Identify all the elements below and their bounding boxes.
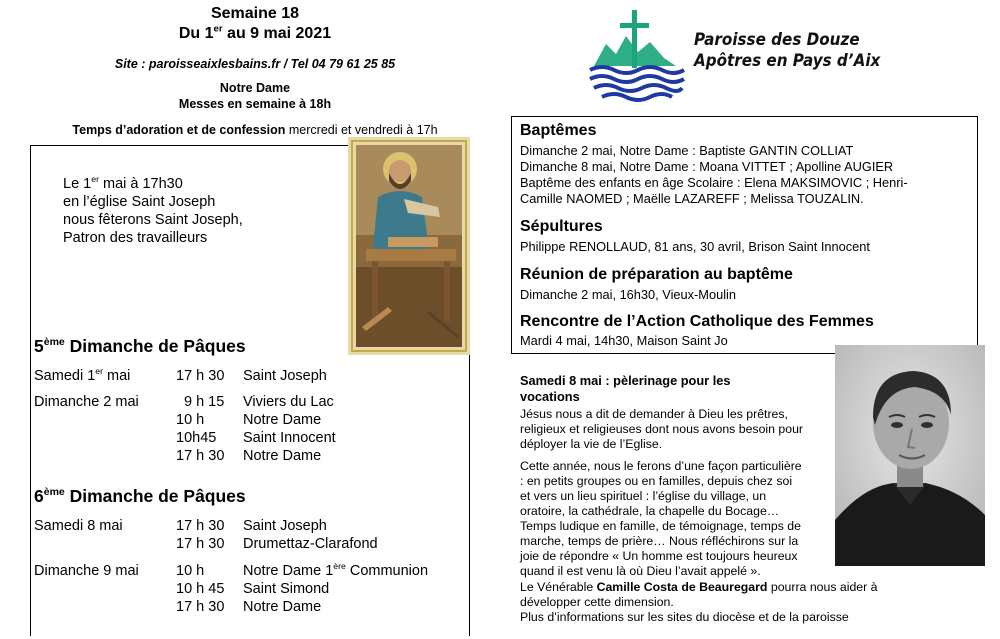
sunday6-title-text: Dimanche de Pâques — [64, 486, 246, 506]
baptemes-title: Baptêmes — [520, 122, 597, 139]
parish-name-line2: Apôtres en Pays d’Aix — [694, 51, 881, 70]
weekday-masses: Messes en semaine à 18h — [178, 97, 332, 111]
pilgrimage-text: religieux et religieuses dont nous avons besoin pour — [520, 422, 804, 436]
sunday6-sup: ème — [43, 486, 65, 499]
adoration-line — [0, 122, 510, 138]
sunday6-mass-place: Notre Dame — [243, 599, 322, 615]
adoration-times: mercredi et vendredi à 17h — [285, 123, 438, 137]
week-title: Semaine 18 — [210, 5, 300, 22]
sunday5-sunday-day: Dimanche 2 mai — [34, 394, 139, 410]
sunday6-sunday-day: Dimanche 9 mai — [34, 563, 139, 579]
sunday6-first-communion-place — [243, 563, 428, 579]
joseph-line4: Patron des travailleurs — [63, 230, 208, 246]
joseph-line1-pre: Le 1 — [63, 176, 92, 192]
pilgrimage-text: joie de répondre « Un homme est toujours heureux — [520, 549, 798, 563]
first-communion-pre: Notre Dame 1 — [243, 563, 334, 579]
parish-logo-icon — [586, 8, 686, 103]
pilgrimage-text: : en petits groupes ou en familles, depuis chez soi — [520, 474, 793, 488]
pilgrimage-text: Temps ludique en famille, de témoignage, temps de — [520, 519, 801, 533]
saint-joseph-image — [348, 137, 470, 355]
sunday6-num: 6 — [34, 486, 44, 506]
joseph-line1-sup: er — [91, 174, 99, 185]
bapteme-line: Camille NAOMED ; Maëlle LAZAREFF ; Melissa TOUZALIN. — [520, 191, 864, 206]
sunday5-num: 5 — [34, 336, 44, 356]
sunday5-saturday-place: Saint Joseph — [243, 368, 327, 384]
sunday6-mass-time: 10 h 45 — [176, 581, 225, 597]
dates-sup: er — [213, 23, 223, 35]
pilgrimage-text: et vers un lieu spirituel : l’église du village, un — [520, 489, 767, 503]
saint-joseph-note — [63, 175, 243, 247]
sunday6-saturday-time: 17 h 30 — [176, 536, 225, 552]
first-communion-sup: ère — [333, 561, 346, 572]
sunday6-saturday-day: Samedi 8 mai — [34, 518, 123, 534]
rencontre-line: Mardi 4 mai, 14h30, Maison Saint Jo — [520, 333, 728, 348]
reunion-line: Dimanche 2 mai, 16h30, Vieux-Moulin — [520, 287, 737, 302]
sunday5-saturday-day — [34, 368, 130, 384]
sunday6-title — [34, 486, 246, 507]
bapteme-line: Dimanche 2 mai, Notre Dame : Baptiste GANTIN COLLIAT — [520, 143, 854, 158]
sunday5-sup: ème — [43, 336, 65, 349]
venerable-line — [520, 580, 878, 594]
joseph-line3: nous fêterons Saint Joseph, — [63, 212, 243, 228]
sunday6-saturday-place: Drumettaz-Clarafond — [243, 536, 378, 552]
bapteme-line: Dimanche 8 mai, Notre Dame : Moana VITTET ; Apolline AUGIER — [520, 159, 894, 174]
sunday5-title-text: Dimanche de Pâques — [64, 336, 246, 356]
sunday5-saturday-time: 17 h 30 — [176, 368, 225, 384]
joseph-line1 — [63, 175, 243, 193]
dates-pre: Du 1 — [178, 25, 214, 42]
rencontre-title: Rencontre de l’Action Catholique des Femmes — [520, 313, 874, 330]
parish-name — [694, 29, 880, 71]
sunday5-mass-time: 10 h — [176, 412, 205, 428]
pilgrimage-text: déployer la vie de l’Eglise. — [520, 437, 663, 451]
venerable-post: pourra nous aider à — [767, 580, 878, 594]
first-communion-post: Communion — [345, 563, 429, 579]
bulletin-header — [0, 4, 510, 138]
sunday6-mass-place: Saint Simond — [243, 581, 330, 597]
sat5-post: mai — [103, 368, 131, 384]
sunday6-mass-time: 17 h 30 — [176, 599, 225, 615]
bapteme-line: Baptême des enfants en âge Scolaire : Elena MAKSIMOVIC ; Henri- — [520, 175, 908, 190]
reunion-title: Réunion de préparation au baptême — [520, 266, 793, 283]
pilgrimage-title-line2: vocations — [520, 389, 580, 404]
sunday5-mass-place: Notre Dame — [243, 412, 322, 428]
sunday5-mass-time: 17 h 30 — [176, 448, 225, 464]
adoration-label: Temps d’adoration et de confession — [72, 123, 286, 137]
sepultures-title: Sépultures — [520, 218, 603, 235]
parish-name-line1: Paroisse des Douze — [694, 30, 860, 49]
sat5-pre: Samedi 1 — [34, 368, 96, 384]
venerable-pre: Le Vénérable — [520, 580, 597, 594]
sunday5-mass-place: Viviers du Lac — [243, 394, 334, 410]
sepulture-line: Philippe RENOLLAUD, 81 ans, 30 avril, Brison Saint Innocent — [520, 239, 870, 254]
pilgrimage-title-line1: Samedi 8 mai : pèlerinage pour les — [520, 373, 731, 388]
sunday5-mass-place: Saint Innocent — [243, 430, 336, 446]
pilgrimage-text: développer cette dimension. — [520, 595, 674, 609]
dates-post: au 9 mai 2021 — [222, 25, 332, 42]
sunday6-saturday-place: Saint Joseph — [243, 518, 327, 534]
sunday5-mass-time: 10h45 — [176, 430, 217, 446]
sat5-sup: er — [95, 366, 103, 377]
sunday6-saturday-time: 17 h 30 — [176, 518, 225, 534]
site-and-phone: Site : paroisseaixlesbains.fr / Tel 04 79 61 25 85 — [114, 57, 396, 71]
pilgrimage-text: Jésus nous a dit de demander à Dieu les prêtres, — [520, 407, 788, 421]
week-dates — [0, 24, 510, 44]
sunday5-title — [34, 336, 246, 357]
priest-portrait-image — [835, 345, 985, 566]
sunday6-mass-time: 10 h — [176, 563, 205, 579]
pilgrimage-more-info: Plus d’informations sur les sites du diocèse et de la paroisse — [520, 610, 849, 624]
venerable-name: Camille Costa de Beauregard — [596, 580, 768, 594]
sunday5-mass-time: 9 h 15 — [184, 394, 225, 410]
pilgrimage-text: marche, temps de prière… Nous réfléchirons sur la — [520, 534, 799, 548]
pilgrimage-text: oratoire, la cathédrale, la chapelle du Bocage… — [520, 504, 780, 518]
church-name: Notre Dame — [219, 81, 291, 95]
pilgrimage-text: quand il est venu là où Dieu l’avait appelé ». — [520, 564, 761, 578]
joseph-line1-post: mai à 17h30 — [98, 176, 183, 192]
sunday5-mass-place: Notre Dame — [243, 448, 322, 464]
pilgrimage-text: Cette année, nous le ferons d’une façon particulière — [520, 459, 802, 473]
joseph-line2: en l’église Saint Joseph — [63, 194, 216, 210]
